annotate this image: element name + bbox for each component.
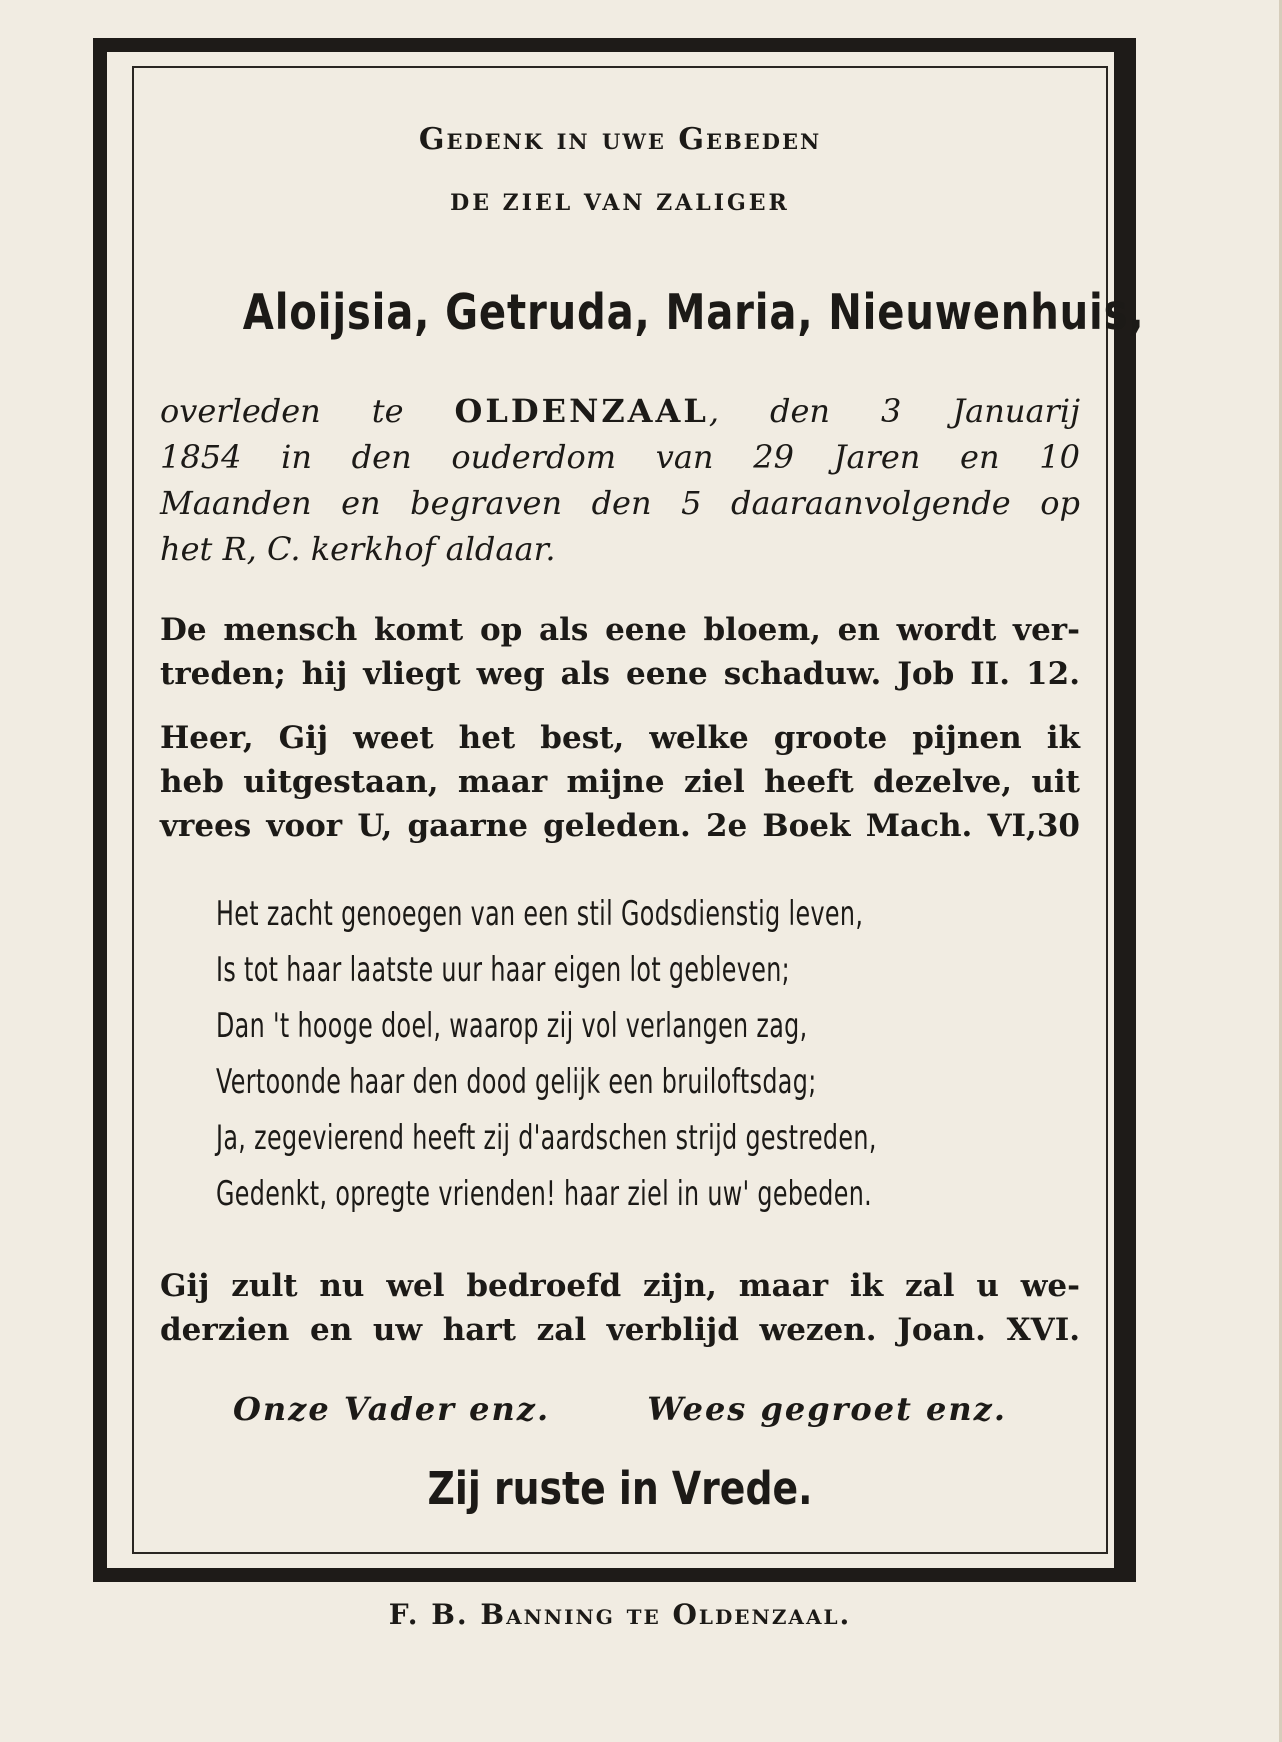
details-line-1-post: , den 3 Januarij [708,392,1080,430]
prayers-line [160,1390,1080,1428]
details-line-4: het R, C. kerkhof aldaar. [160,530,556,568]
poem-line: Vertoonde haar den dood gelijk een bruiloftsdag; [216,1062,817,1102]
deceased-name: Aloijsia, Getruda, Maria, Nieuwenhuis, [242,284,1145,341]
prayer-hail-mary: Wees gegroet enz. [647,1390,1007,1428]
poem-line: Dan 't hooge doel, waarop zij vol verlangen zag, [216,1006,808,1046]
printer-imprint: F. B. Banning te Oldenzaal. [388,1598,852,1631]
quote-joan-line-2: derzien en uw hart zal verblijd wezen. Joan. XVI. [160,1312,1080,1348]
closing-rest-in-peace: Zij ruste in Vrede. [427,1462,813,1515]
quote-job-line-2: treden; hij vliegt weg als eene schaduw. Job II. 12. [160,656,1080,692]
details-line-3: Maanden en begraven den 5 daaraanvolgende op [160,484,1080,522]
header-soul-line: DE ZIEL VAN ZALIGER [450,190,790,216]
details-line-1 [160,392,1080,430]
details-line-2: 1854 in den ouderdom van 29 Jaren en 10 [160,438,1080,476]
header-remember-line: Gedenk in uwe Gebeden [418,122,822,157]
quote-mach-line-2: heb uitgestaan, maar mijne ziel heeft dezelve, uit [160,764,1080,800]
poem-line: Is tot haar laatste uur haar eigen lot gebleven; [216,950,791,990]
poem-line: Ja, zegevierend heeft zij d'aardschen strijd gestreden, [216,1118,877,1158]
quote-mach-line-3: vrees voor U, gaarne geleden. 2e Boek Mach. VI,30 [160,808,1080,844]
poem-line: Het zacht genoegen van een stil Godsdienstig leven, [216,894,864,934]
details-line-1-pre: overleden te [160,392,455,430]
quote-joan-line-1: Gij zult nu wel bedroefd zijn, maar ik zal u we- [160,1268,1080,1304]
quote-mach-line-1: Heer, Gij weet het best, welke groote pijnen ik [160,720,1080,756]
quote-job-line-1: De mensch komt op als eene bloem, en wordt ver- [160,612,1080,648]
prayer-our-father: Onze Vader enz. [233,1390,551,1428]
poem-line: Gedenkt, opregte vrienden! haar ziel in uw' gebeden. [216,1174,873,1214]
details-city: OLDENZAAL [454,392,709,430]
